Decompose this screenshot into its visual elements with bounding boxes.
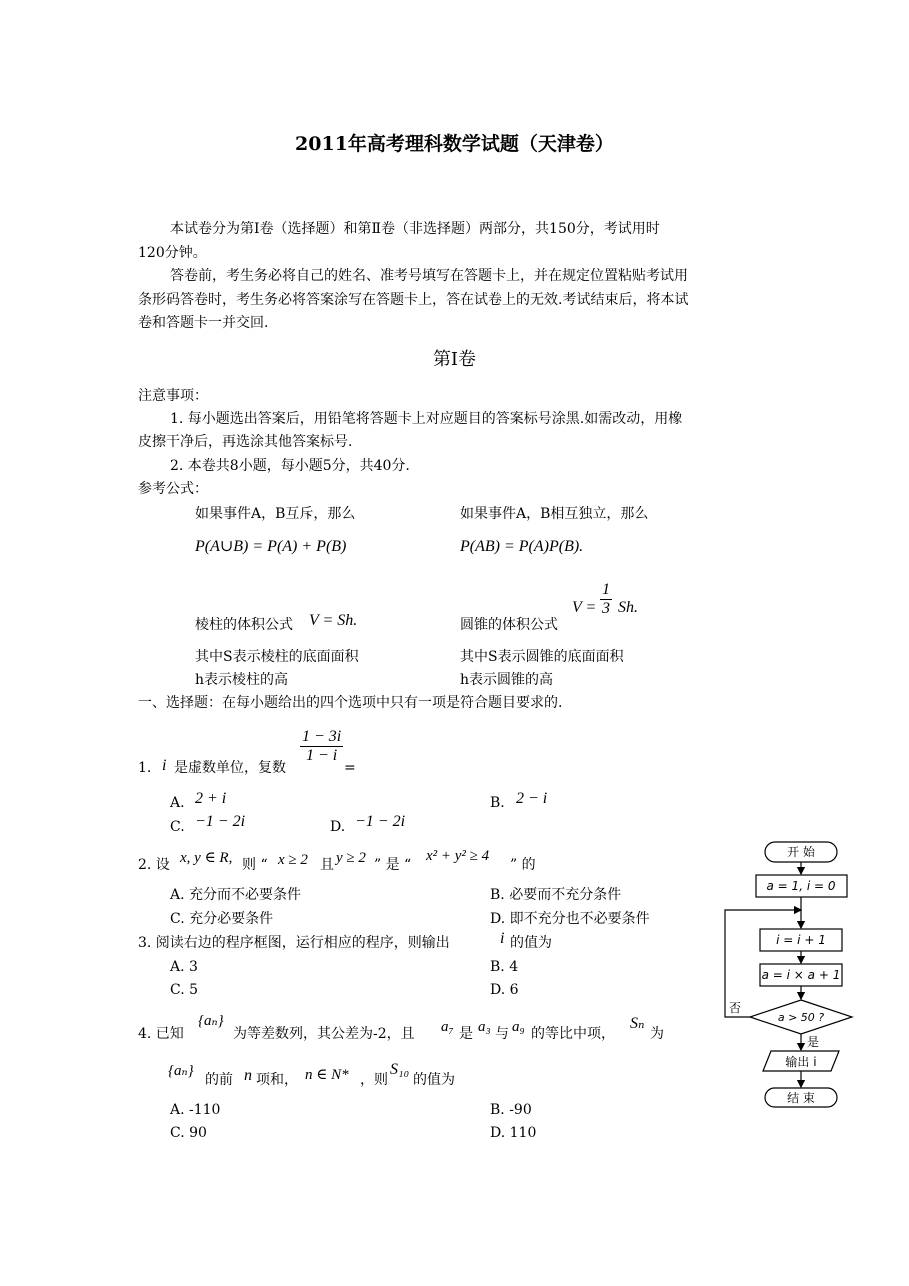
q2-cond1: x ≥ 2 — [278, 852, 308, 868]
intro-line-5: 卷和答题卡一并交回. — [138, 315, 269, 331]
q2-option-a: A. 充分而不必要条件 — [170, 887, 302, 903]
cone-fraction-den: 3 — [602, 600, 610, 617]
prism-formula: V = Sh. — [309, 612, 358, 629]
flow-step2-label: a = i × a + 1 — [761, 968, 841, 982]
prism-s: 其中S表示棱柱的底面面积 — [195, 649, 359, 665]
q4-t1: 为等差数列，其公差为-2，且 — [233, 1026, 415, 1042]
flow-decision-label: a > 50 ? — [777, 1011, 825, 1024]
note-2: 2. 本卷共8小题，每小题5分，共40分. — [170, 458, 410, 474]
q2-cond2: y ≥ 2 — [336, 850, 366, 866]
q1-b-label: B. — [490, 795, 505, 811]
q4-t3: 与 — [495, 1026, 509, 1042]
q3-text: 3. 阅读右边的程序框图，运行相应的程序，则输出 — [138, 935, 450, 951]
q1-d: −1 − 2i — [355, 813, 406, 830]
note-1a: 1. 每小题选出答案后，用铅笔将答题卡上对应题目的答案标号涂黑.如需改动，用橡 — [170, 411, 683, 427]
q2-option-c: C. 充分必要条件 — [170, 911, 274, 927]
q4-t2: 是 — [459, 1026, 473, 1042]
flow-no-label: 否 — [728, 1001, 742, 1015]
q4-option-b: B. -90 — [490, 1102, 532, 1118]
q2-is: ” 是 “ — [374, 857, 412, 873]
q1-fraction-den: 1 − i — [306, 747, 338, 764]
flow-end-label: 结 束 — [787, 1091, 815, 1105]
q3-i: i — [500, 930, 505, 947]
q4-pre: 4. 已知 — [138, 1026, 184, 1042]
q3-option-d: D. 6 — [490, 982, 519, 998]
q1-c-label: C. — [170, 819, 185, 835]
cone-fraction — [600, 581, 612, 618]
mutex-label: 如果事件A，B互斥，那么 — [195, 506, 356, 522]
q3-option-c: C. 5 — [170, 982, 199, 998]
flow-yes-label: 是 — [806, 1035, 820, 1049]
q2-number: 2. 设 — [138, 857, 170, 873]
q1-d-label: D. — [330, 819, 346, 835]
indep-label: 如果事件A，B相互独立，那么 — [460, 506, 649, 522]
q3-option-b: B. 4 — [490, 959, 519, 975]
q2-option-b: B. 必要而不充分条件 — [490, 887, 622, 903]
flow-init-label: a = 1, i = 0 — [766, 879, 836, 893]
q1-number: 1. — [138, 760, 152, 776]
q1-eq: = — [344, 760, 356, 776]
q4-t6: 的前 — [205, 1072, 233, 1088]
cone-sh: Sh. — [618, 599, 638, 616]
program-flowchart — [715, 838, 860, 1110]
prism-h: h表示棱柱的高 — [195, 672, 289, 688]
q1-a: 2 + i — [195, 790, 227, 807]
notes-heading: 注意事项： — [138, 388, 208, 404]
q1-i: i — [162, 757, 167, 774]
q1-b: 2 − i — [516, 790, 548, 807]
section-heading: 第Ⅰ卷 — [432, 349, 477, 370]
q4-n: n — [244, 1067, 252, 1084]
q2-cond3: x² + y² ≥ 4 — [426, 848, 490, 864]
intro-line-3: 答卷前，考生务必将自己的姓名、准考号填写在答题卡上，并在规定位置粘贴考试用 — [170, 268, 688, 284]
q1-fraction — [300, 728, 343, 765]
q1-text: 是虚数单位，复数 — [174, 760, 286, 776]
q1-a-label: A. — [170, 795, 185, 811]
q4-t9: 的值为 — [413, 1072, 455, 1088]
mutex-formula: P(A∪B) = P(A) + P(B) — [195, 538, 347, 555]
note-1b: 皮擦干净后，再选涂其他答案标号. — [138, 434, 353, 450]
q4-t4: 的等比中项， — [531, 1026, 615, 1042]
intro-line-1: 本试卷分为第Ⅰ卷（选择题）和第Ⅱ卷（非选择题）两部分，共150分，考试用时 — [170, 221, 660, 237]
q4-a9: a₉ — [512, 1019, 525, 1035]
q3-option-a: A. 3 — [170, 959, 198, 975]
q4-a3: a₃ — [478, 1019, 491, 1035]
part-heading: 一、选择题：在每小题给出的四个选项中只有一项是符合题目要求的. — [138, 695, 563, 711]
q4-a7: a₇ — [441, 1019, 454, 1035]
flow-start-label: 开 始 — [787, 845, 815, 859]
cone-s: 其中S表示圆锥的底面面积 — [460, 649, 624, 665]
page-title: 2011年高考理科数学试题（天津卷） — [295, 133, 614, 155]
q1-fraction-num: 1 − 3i — [302, 728, 342, 745]
q2-xy: x, y ∈ R, — [180, 850, 233, 866]
q3-tail: 的值为 — [510, 935, 552, 951]
q4-t8: ，则 — [360, 1072, 388, 1088]
cone-label: 圆锥的体积公式 — [460, 617, 558, 633]
flow-output-label: 输出 i — [785, 1055, 817, 1069]
intro-line-2: 120分钟。 — [138, 245, 207, 261]
q2-end: ” 的 — [510, 857, 536, 873]
q4-nset: n ∈ N* — [305, 1067, 349, 1083]
q2-option-d: D. 即不充分也不必要条件 — [490, 911, 650, 927]
q4-option-c: C. 90 — [170, 1125, 207, 1141]
prism-label: 棱柱的体积公式 — [195, 617, 293, 633]
q4-sn: Sₙ — [630, 1015, 645, 1032]
cone-fraction-num: 1 — [602, 581, 610, 598]
flow-step1-label: i = i + 1 — [776, 933, 826, 947]
q4-t7: 项和， — [256, 1072, 298, 1088]
q1-c: −1 − 2i — [195, 813, 246, 830]
indep-formula: P(AB) = P(A)P(B). — [460, 538, 584, 555]
formulas-heading: 参考公式： — [138, 481, 208, 497]
cone-h: h表示圆锥的高 — [460, 672, 554, 688]
q4-option-d: D. 110 — [490, 1125, 537, 1141]
q4-an: {aₙ} — [198, 1013, 224, 1029]
intro-line-4: 条形码答卷时，考生务必将答案涂写在答题卡上，答在试卷上的无效.考试结束后，将本试 — [138, 292, 689, 308]
q4-s10: S₁₀ — [390, 1061, 410, 1078]
q4-t5: 为 — [650, 1026, 664, 1042]
q4-an-2: {aₙ} — [168, 1063, 194, 1079]
q2-and: 且 — [320, 857, 334, 873]
q4-option-a: A. -110 — [170, 1102, 221, 1118]
cone-v: V = — [572, 599, 597, 616]
q2-then: 则 “ — [242, 857, 268, 873]
